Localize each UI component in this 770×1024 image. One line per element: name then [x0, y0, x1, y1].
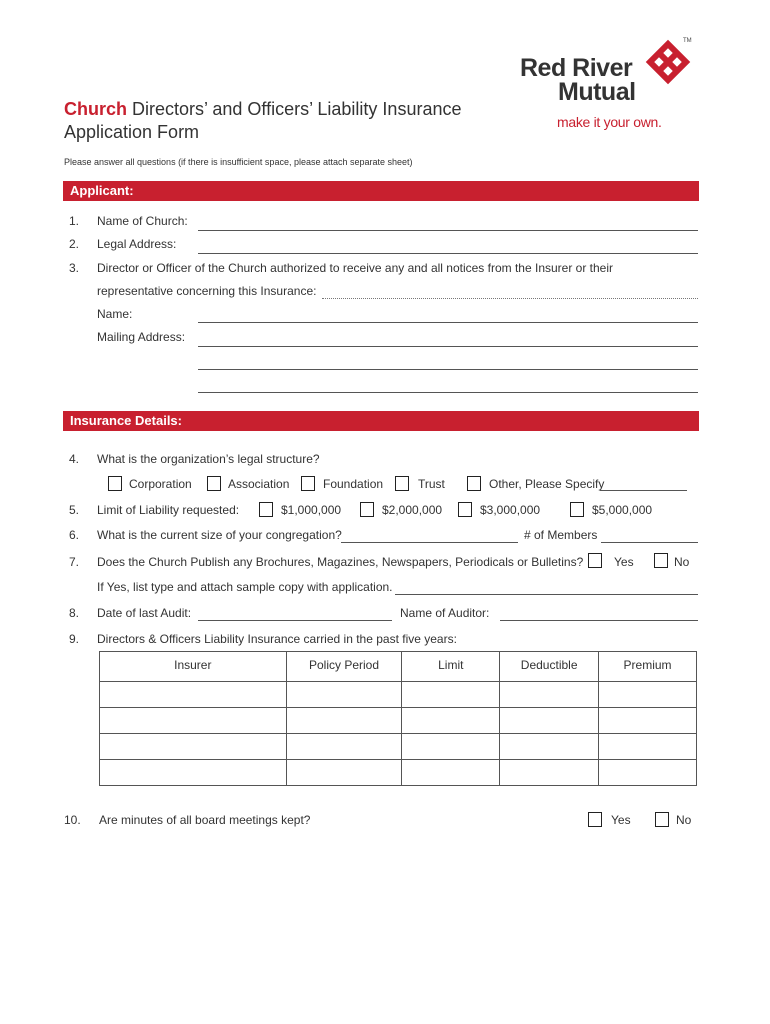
- q8-label: Date of last Audit:: [97, 606, 192, 620]
- limit-5m-checkbox[interactable]: [570, 502, 584, 517]
- logo-trademark: TM: [683, 38, 692, 44]
- table-cell[interactable]: [286, 708, 402, 734]
- q7-followup: If Yes, list type and attach sample copy with application.: [97, 580, 393, 594]
- q5-number: 5.: [69, 503, 80, 517]
- q6-suffix: # of Members: [524, 528, 598, 542]
- section-insurance-details: Insurance Details:: [63, 411, 699, 431]
- form-title-line2: Application Form: [64, 122, 200, 142]
- other-specify-field[interactable]: [600, 490, 687, 491]
- table-cell[interactable]: [100, 682, 287, 708]
- q6-number: 6.: [69, 528, 80, 542]
- column-premium: Premium: [599, 652, 697, 682]
- q7-yes-label: Yes: [614, 555, 634, 569]
- instructions: Please answer all questions (if there is insufficient space, please attach separate sheet): [64, 157, 413, 167]
- q2-label: Legal Address:: [97, 237, 177, 251]
- title-highlight: Church: [64, 99, 127, 119]
- q7-yes-checkbox[interactable]: [588, 553, 602, 568]
- section-applicant: Applicant:: [63, 181, 699, 201]
- last-audit-date-field[interactable]: [198, 620, 392, 621]
- limit-3m-label: $3,000,000: [480, 503, 541, 517]
- limit-5m-label: $5,000,000: [592, 503, 653, 517]
- limit-3m-checkbox[interactable]: [458, 502, 472, 517]
- table-cell[interactable]: [286, 734, 402, 760]
- table-header-row: [100, 652, 697, 682]
- logo-line1: Red River: [520, 54, 633, 82]
- column-limit: Limit: [402, 652, 500, 682]
- q10-no-checkbox[interactable]: [655, 812, 669, 827]
- table-cell[interactable]: [500, 682, 599, 708]
- corporation-label: Corporation: [129, 477, 192, 491]
- q3-label: Director or Officer of the Church authorized to receive any and all notices from the Insurer or their: [97, 261, 614, 275]
- corporation-checkbox[interactable]: [108, 476, 122, 491]
- q10-number: 10.: [64, 813, 81, 827]
- q8-number: 8.: [69, 606, 80, 620]
- q9-number: 9.: [69, 632, 80, 646]
- foundation-label: Foundation: [323, 477, 384, 491]
- other-label: Other, Please Specify: [489, 477, 605, 491]
- logo-mark-icon: [644, 38, 692, 88]
- q3-label-cont: representative concerning this Insurance:: [97, 284, 317, 298]
- foundation-checkbox[interactable]: [301, 476, 315, 491]
- q7-label: Does the Church Publish any Brochures, Magazines, Newspapers, Periodicals or Bulletins?: [97, 555, 584, 569]
- limit-2m-checkbox[interactable]: [360, 502, 374, 517]
- table-cell[interactable]: [599, 760, 697, 786]
- q1-number: 1.: [69, 214, 80, 228]
- logo-line2: Mutual: [558, 78, 636, 106]
- q1-label: Name of Church:: [97, 214, 188, 228]
- column-policy-period: Policy Period: [286, 652, 402, 682]
- limit-2m-label: $2,000,000: [382, 503, 443, 517]
- church-name-field[interactable]: [198, 230, 698, 231]
- q3-name-label: Name:: [97, 307, 133, 321]
- form-title: [64, 96, 461, 122]
- q9-label: Directors & Officers Liability Insurance carried in the past five years:: [97, 632, 457, 646]
- q10-label: Are minutes of all board meetings kept?: [99, 813, 311, 827]
- title-rest: Directors’ and Officers’ Liability Insurance: [132, 99, 462, 119]
- table-cell[interactable]: [402, 682, 500, 708]
- mailing-address-field-3[interactable]: [198, 392, 698, 393]
- table-cell[interactable]: [100, 734, 287, 760]
- q4-label: What is the organization’s legal structure?: [97, 452, 320, 466]
- table-cell[interactable]: [100, 760, 287, 786]
- q3-mailing-label: Mailing Address:: [97, 330, 186, 344]
- association-label: Association: [228, 477, 290, 491]
- table-cell[interactable]: [402, 760, 500, 786]
- table-cell[interactable]: [100, 708, 287, 734]
- publication-type-field[interactable]: [395, 594, 698, 595]
- table-row: [100, 760, 697, 786]
- q7-no-checkbox[interactable]: [654, 553, 668, 568]
- q7-no-label: No: [674, 555, 690, 569]
- q5-label: Limit of Liability requested:: [97, 503, 240, 517]
- table-cell[interactable]: [286, 760, 402, 786]
- limit-1m-label: $1,000,000: [281, 503, 342, 517]
- q4-number: 4.: [69, 452, 80, 466]
- table-row: [100, 682, 697, 708]
- q3-number: 3.: [69, 261, 80, 275]
- insurance-history-table: [99, 651, 697, 786]
- table-cell[interactable]: [402, 708, 500, 734]
- representative-field[interactable]: [322, 298, 698, 299]
- q10-yes-checkbox[interactable]: [588, 812, 602, 827]
- column-deductible: Deductible: [500, 652, 599, 682]
- q10-yes-label: Yes: [611, 813, 631, 827]
- column-insurer: Insurer: [100, 652, 287, 682]
- table-cell[interactable]: [500, 760, 599, 786]
- q2-number: 2.: [69, 237, 80, 251]
- association-checkbox[interactable]: [207, 476, 221, 491]
- table-cell[interactable]: [500, 734, 599, 760]
- table-row: [100, 708, 697, 734]
- other-checkbox[interactable]: [467, 476, 481, 491]
- legal-address-field[interactable]: [198, 253, 698, 254]
- company-logo: [520, 38, 700, 138]
- q10-no-label: No: [676, 813, 692, 827]
- congregation-size-field[interactable]: [341, 542, 518, 543]
- mailing-address-field-1[interactable]: [198, 346, 698, 347]
- table-row: [100, 734, 697, 760]
- table-cell[interactable]: [286, 682, 402, 708]
- table-cell[interactable]: [599, 734, 697, 760]
- table-cell[interactable]: [500, 708, 599, 734]
- mailing-address-field-2[interactable]: [198, 369, 698, 370]
- members-field[interactable]: [601, 542, 698, 543]
- table-cell[interactable]: [599, 708, 697, 734]
- q8-auditor-label: Name of Auditor:: [400, 606, 490, 620]
- table-cell[interactable]: [402, 734, 500, 760]
- q6-label: What is the current size of your congregation?: [97, 528, 342, 542]
- trust-checkbox[interactable]: [395, 476, 409, 491]
- q7-number: 7.: [69, 555, 80, 569]
- director-name-field[interactable]: [198, 322, 698, 323]
- auditor-name-field[interactable]: [500, 620, 698, 621]
- limit-1m-checkbox[interactable]: [259, 502, 273, 517]
- trust-label: Trust: [418, 477, 445, 491]
- table-cell[interactable]: [599, 682, 697, 708]
- logo-tagline: make it your own.: [557, 114, 662, 130]
